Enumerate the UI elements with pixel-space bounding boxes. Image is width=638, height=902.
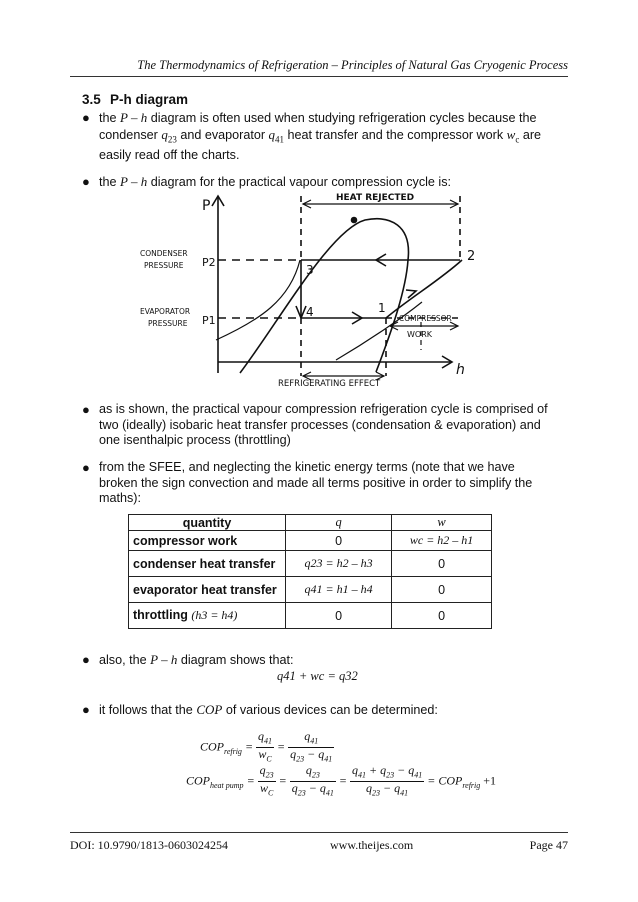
row-q: 0 bbox=[286, 531, 392, 551]
heat-rejected-label: HEAT REJECTED bbox=[336, 193, 415, 203]
footer-doi: DOI: 10.9790/1813-0603024254 bbox=[70, 838, 228, 852]
compression-curve bbox=[386, 260, 462, 318]
row-label: evaporator heat transfer bbox=[129, 577, 286, 603]
footer-page: Page 47 bbox=[529, 838, 568, 852]
header-rule bbox=[70, 76, 568, 77]
table-row bbox=[129, 577, 492, 603]
bullet-ph-usage bbox=[82, 110, 552, 163]
section-heading bbox=[82, 92, 188, 107]
row-w: 0 bbox=[392, 603, 492, 629]
header-q: q bbox=[286, 515, 392, 531]
header-quantity: quantity bbox=[129, 515, 286, 531]
footer-site: www.theijes.com bbox=[330, 838, 414, 852]
p2-label: P2 bbox=[202, 256, 216, 269]
bullet-cycle-processes: ● as is shown, the practical vapour compression refrigeration cycle is comprised of two (ideally) isobaric heat transfer processes (condensation & evaporation) and one isenthalpic process (throttling) bbox=[82, 402, 548, 447]
point-1-label: 1 bbox=[378, 301, 386, 315]
bullet-also: ● also, the P – h diagram shows that: bbox=[82, 652, 294, 667]
math-q23: $q_{23}$ bbox=[161, 126, 177, 145]
p-axis-label: P bbox=[202, 198, 211, 214]
compressor-work-label-1: COMPRESSOR bbox=[399, 314, 452, 323]
ph-diagram bbox=[140, 190, 480, 390]
point-2-label: 2 bbox=[467, 249, 476, 264]
row-label: throttling (h3 = h4) bbox=[129, 603, 286, 629]
math-ph: P – h bbox=[120, 110, 148, 125]
table-row bbox=[129, 531, 492, 551]
condenser-pressure-label-1: CONDENSER bbox=[140, 249, 188, 258]
bullet-dot: ● bbox=[82, 652, 90, 667]
row-label: compressor work bbox=[129, 531, 286, 551]
cop-heatpump-equation: $COP_{heat pump}$ = $\frac{q_{23}}{w_C}$ = $\frac{q_{23}}{q_{23} - q_{41}}$ = $\frac{q_{41} + q_{23} - q_{41}}{q_{23} - q_{41}}$ = $COP_{refrig} +1$ bbox=[186, 763, 497, 798]
energy-balance-equation: q41 + wc = q32 bbox=[277, 669, 358, 683]
bullet-practical-cycle: ● the P – h diagram for the practical vapour compression cycle is: bbox=[82, 174, 452, 189]
row-w: 0 bbox=[392, 551, 492, 577]
saturation-dome bbox=[240, 219, 408, 373]
table-row bbox=[129, 603, 492, 629]
math-wc: $w_c$ bbox=[506, 126, 520, 145]
bullet-dot: ● bbox=[82, 402, 90, 417]
refrigerating-effect-label: REFRIGERATING EFFECT bbox=[278, 379, 381, 389]
evaporator-pressure-label-2: PRESSURE bbox=[148, 319, 188, 328]
row-label: condenser heat transfer bbox=[129, 551, 286, 577]
bullet-cop: ● it follows that the COP of various devices can be determined: bbox=[82, 702, 438, 717]
row-q: q23 = h2 – h3 bbox=[286, 551, 392, 577]
condenser-pressure-label-2: PRESSURE bbox=[144, 261, 184, 270]
bullet-dot: ● bbox=[82, 460, 90, 475]
running-header: The Thermodynamics of Refrigeration – Principles of Natural Gas Cryogenic Process bbox=[137, 58, 568, 72]
row-q: 0 bbox=[286, 603, 392, 629]
table-row bbox=[129, 551, 492, 577]
bullet-dot: ● bbox=[82, 110, 90, 125]
isotherm-left bbox=[216, 260, 300, 340]
bullet-dot: ● bbox=[82, 702, 90, 717]
section-title: P-h diagram bbox=[110, 92, 189, 107]
critical-point bbox=[352, 218, 357, 223]
energy-table bbox=[128, 514, 492, 629]
table-header-row bbox=[129, 515, 492, 531]
row-w: wc = h2 – h1 bbox=[392, 531, 492, 551]
h-axis-label: h bbox=[456, 362, 465, 378]
section-number: 3.5 bbox=[82, 92, 101, 107]
bullet-text: the P – h diagram is often used when studying refrigeration cycles because the condenser $q_{23}$ and evaporator $q_{41}$ heat transfer and the compressor work $w_c$ are easily read off the charts. bbox=[99, 110, 542, 162]
footer-rule bbox=[70, 832, 568, 833]
p1-label: P1 bbox=[202, 314, 216, 327]
row-q: q41 = h1 – h4 bbox=[286, 577, 392, 603]
point-4-label: 4 bbox=[306, 305, 314, 319]
row-w: 0 bbox=[392, 577, 492, 603]
header-w: w bbox=[392, 515, 492, 531]
bullet-dot: ● bbox=[82, 174, 90, 189]
evaporator-pressure-label-1: EVAPORATOR bbox=[140, 307, 191, 316]
bullet-sfee: ● from the SFEE, and neglecting the kinetic energy terms (note that we have broken the sign convection and made all terms positive in order to simplify the maths): bbox=[82, 460, 533, 505]
compressor-work-label-2: WORK bbox=[407, 330, 433, 339]
point-3-label: 3 bbox=[306, 263, 314, 277]
cop-refrig-equation: $COP_{refrig}$ = $\frac{q_{41}}{w_C}$ = $\frac{q_{41}}{q_{23} - q_{41}}$ bbox=[200, 729, 333, 764]
math-q41: $q_{41}$ bbox=[268, 126, 285, 145]
